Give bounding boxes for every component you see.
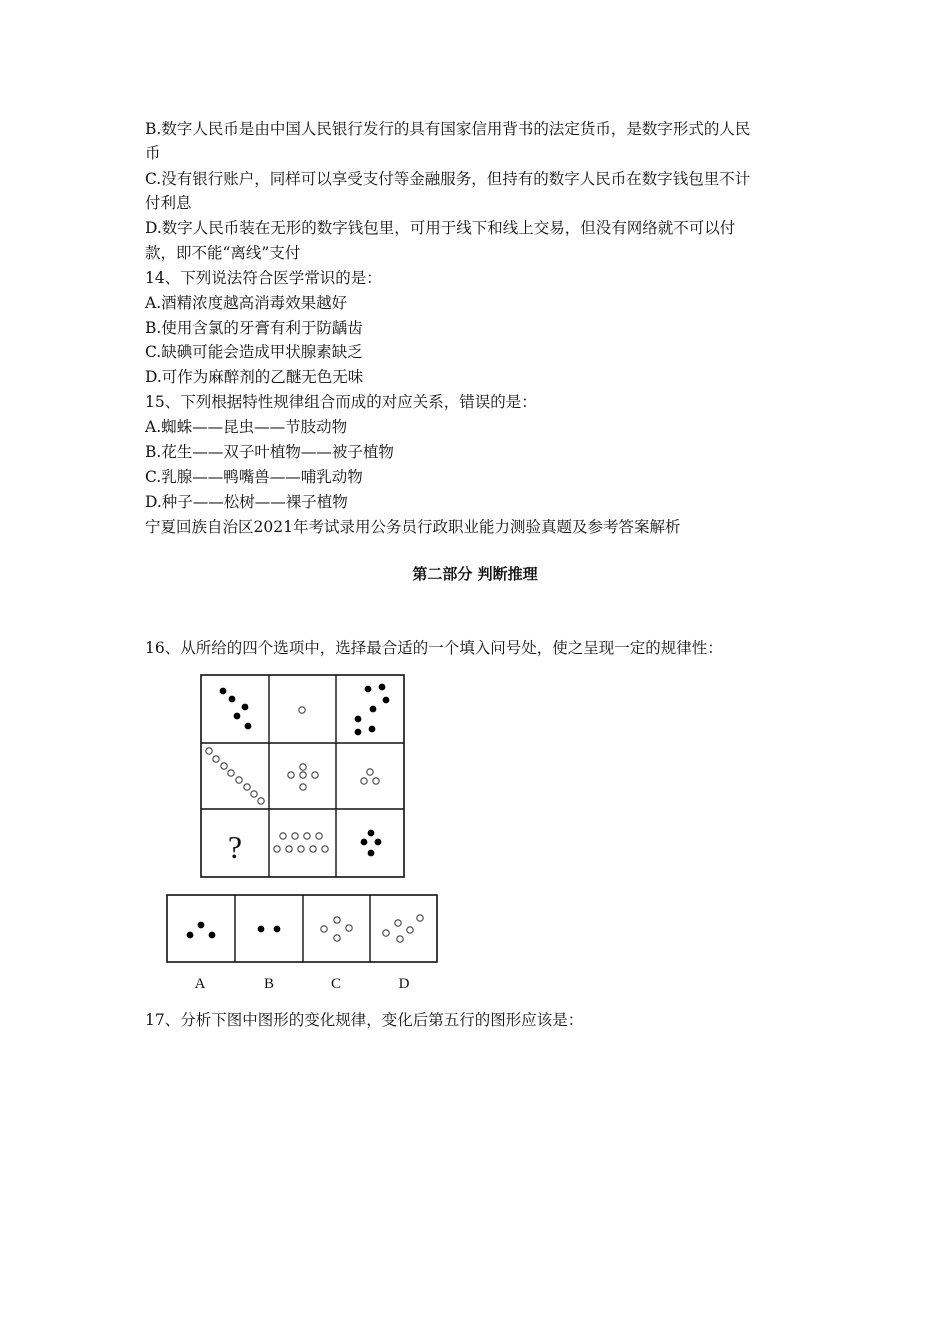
option-label-b[interactable]: B: [263, 976, 275, 992]
section-heading: 第二部分 判断推理: [412, 565, 538, 583]
question-15: 15、下列根据特性规律组合而成的对应关系，错误的是：: [145, 393, 537, 411]
question-14: 14、下列说法符合医学常识的是：: [145, 269, 382, 287]
text-line: 款，即不能“离线”支付: [145, 244, 301, 262]
option-line: C.乳腺——鸭嘴兽——哺乳动物: [145, 468, 363, 486]
option-line: A.酒精浓度越高消毒效果越好: [145, 294, 348, 312]
text-line: 币: [145, 144, 161, 162]
option-label-c[interactable]: C: [330, 976, 342, 992]
option-label-a[interactable]: A: [194, 976, 206, 992]
puzzle-grid: [200, 674, 406, 879]
cell-white-dot-1: [299, 707, 305, 713]
option-line: B.花生——双子叶植物——被子植物: [145, 443, 394, 461]
question-16: 16、从所给的四个选项中，选择最合适的一个填入问号处，使之呈现一定的规律性：: [145, 639, 723, 657]
document-title-line: 宁夏回族自治区2021年考试录用公务员行政职业能力测验真题及参考答案解析: [145, 518, 681, 536]
option-line: D.可作为麻醉剂的乙醚无色无味: [145, 368, 364, 386]
option-line: D.种子——松树——裸子植物: [145, 493, 348, 511]
option-line: C.缺碘可能会造成甲状腺素缺乏: [145, 343, 363, 361]
text-line: C.没有银行账户，同样可以享受支付等金融服务，但持有的数字人民币在数字钱包里不计: [145, 170, 751, 188]
option-label-d[interactable]: D: [398, 976, 410, 992]
answer-options: [166, 893, 440, 993]
question-mark: ?: [227, 829, 243, 865]
text-line: 付利息: [145, 194, 192, 212]
text-line: B.数字人民币是由中国人民银行发行的具有国家信用背书的法定货币，是数字形式的人民: [145, 120, 751, 138]
text-line: D.数字人民币装在无形的数字钱包里，可用于线下和线上交易，但没有网络就不可以付: [145, 219, 736, 237]
option-line: B.使用含氯的牙膏有利于防龋齿: [145, 319, 363, 337]
option-line: A.蜘蛛——昆虫——节肢动物: [145, 418, 348, 436]
question-17: 17、分析下图中图形的变化规律，变化后第五行的图形应该是：: [145, 1011, 584, 1029]
